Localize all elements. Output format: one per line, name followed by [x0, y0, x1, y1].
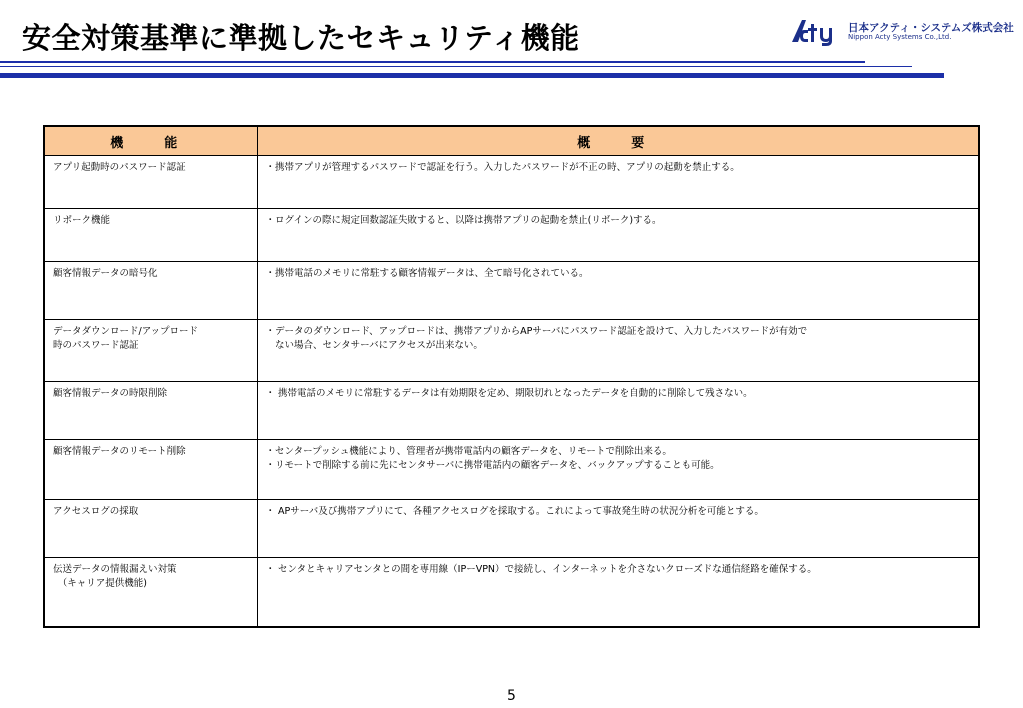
security-features-table	[43, 125, 980, 628]
table-row	[44, 156, 979, 209]
feature-text: アプリ起動時のパスワード認証	[53, 162, 186, 173]
summary-text: ・携帯アプリが管理するパスワードで認証を行う。入力したパスワードが不正の時、アプリの起動を禁止する。	[265, 162, 740, 173]
feature-text: リボーク機能	[53, 215, 111, 226]
table-row	[44, 262, 979, 320]
feature-text: アクセスログの採取	[53, 506, 139, 517]
feature-cell	[44, 262, 257, 320]
feature-cell	[44, 382, 257, 440]
feature-cell	[44, 440, 257, 500]
summary-cell	[257, 320, 979, 382]
header-rule-thin	[0, 61, 865, 63]
feature-cell	[44, 156, 257, 209]
summary-cell	[257, 440, 979, 500]
summary-cell	[257, 209, 979, 262]
summary-text: ・ センタとキャリアセンタとの間を専用線（IPーVPN）で接続し、インターネットを介さないクローズドな通信経路を確保する。	[265, 564, 817, 575]
table-row	[44, 320, 979, 382]
summary-text: ・ APサーバ及び携帯アプリにて、各種アクセスログを採取する。これによって事故発生時の状況分析を可能とする。	[265, 506, 764, 517]
summary-text: ・データのダウンロード、アップロードは、携帯アプリからAPサーバにパスワード認証を設けて、入力したパスワードが有効で	[265, 326, 808, 337]
summary-cell	[257, 382, 979, 440]
feature-text: （キャリア提供機能)	[53, 578, 147, 589]
summary-text: ・ 携帯電話のメモリに常駐するデータは有効期限を定め、期限切れとなったデータを自動的に削除して残さない。	[265, 388, 753, 399]
table-row	[44, 558, 979, 627]
summary-text: ・リモートで削除する前に先にセンタサーバに携帯電話内の顧客データを、バックアップすることも可能。	[265, 460, 720, 471]
table-row	[44, 209, 979, 262]
table-row	[44, 440, 979, 500]
column-header-summary: 概 要	[257, 126, 979, 156]
summary-cell	[257, 156, 979, 209]
summary-cell	[257, 558, 979, 627]
summary-text: ・センタープッシュ機能により、管理者が携帯電話内の顧客データを、リモートで削除出来る。	[265, 446, 672, 457]
feature-cell	[44, 320, 257, 382]
feature-text: 顧客情報データの暗号化	[53, 268, 158, 279]
feature-text: 時のパスワード認証	[53, 340, 139, 351]
header-rule-thin-2	[0, 66, 912, 67]
acty-logo-mark-icon	[790, 16, 846, 46]
slide-title: 安全対策基準に準拠したセキュリティ機能	[22, 21, 580, 55]
feature-text: 伝送データの情報漏えい対策	[53, 564, 177, 575]
table-body	[44, 156, 979, 627]
feature-cell	[44, 209, 257, 262]
table-row	[44, 500, 979, 558]
column-header-feature: 機 能	[44, 126, 257, 156]
summary-text: ・ログインの際に規定回数認証失敗すると、以降は携帯アプリの起動を禁止(リボーク)する。	[265, 215, 662, 226]
table-row	[44, 382, 979, 440]
summary-text: ない場合、センタサーバにアクセスが出来ない。	[265, 340, 483, 351]
logo-company-name-en: Nippon Acty Systems Co.,Ltd.	[848, 33, 952, 41]
feature-cell	[44, 500, 257, 558]
company-logo	[790, 14, 1015, 50]
slide-page-number: 5	[507, 688, 516, 704]
summary-cell	[257, 262, 979, 320]
table-header-row	[44, 126, 979, 156]
feature-text: データダウンロード/アップロード	[53, 326, 199, 337]
logo-company-name-jp: 日本アクティ・システムズ株式会社	[848, 22, 1014, 34]
feature-cell	[44, 558, 257, 627]
summary-text: ・携帯電話のメモリに常駐する顧客情報データは、全て暗号化されている。	[265, 268, 589, 279]
feature-text: 顧客情報データのリモート削除	[53, 446, 186, 457]
header-rule-thick	[0, 73, 944, 78]
summary-cell	[257, 500, 979, 558]
feature-text: 顧客情報データの時限削除	[53, 388, 168, 399]
